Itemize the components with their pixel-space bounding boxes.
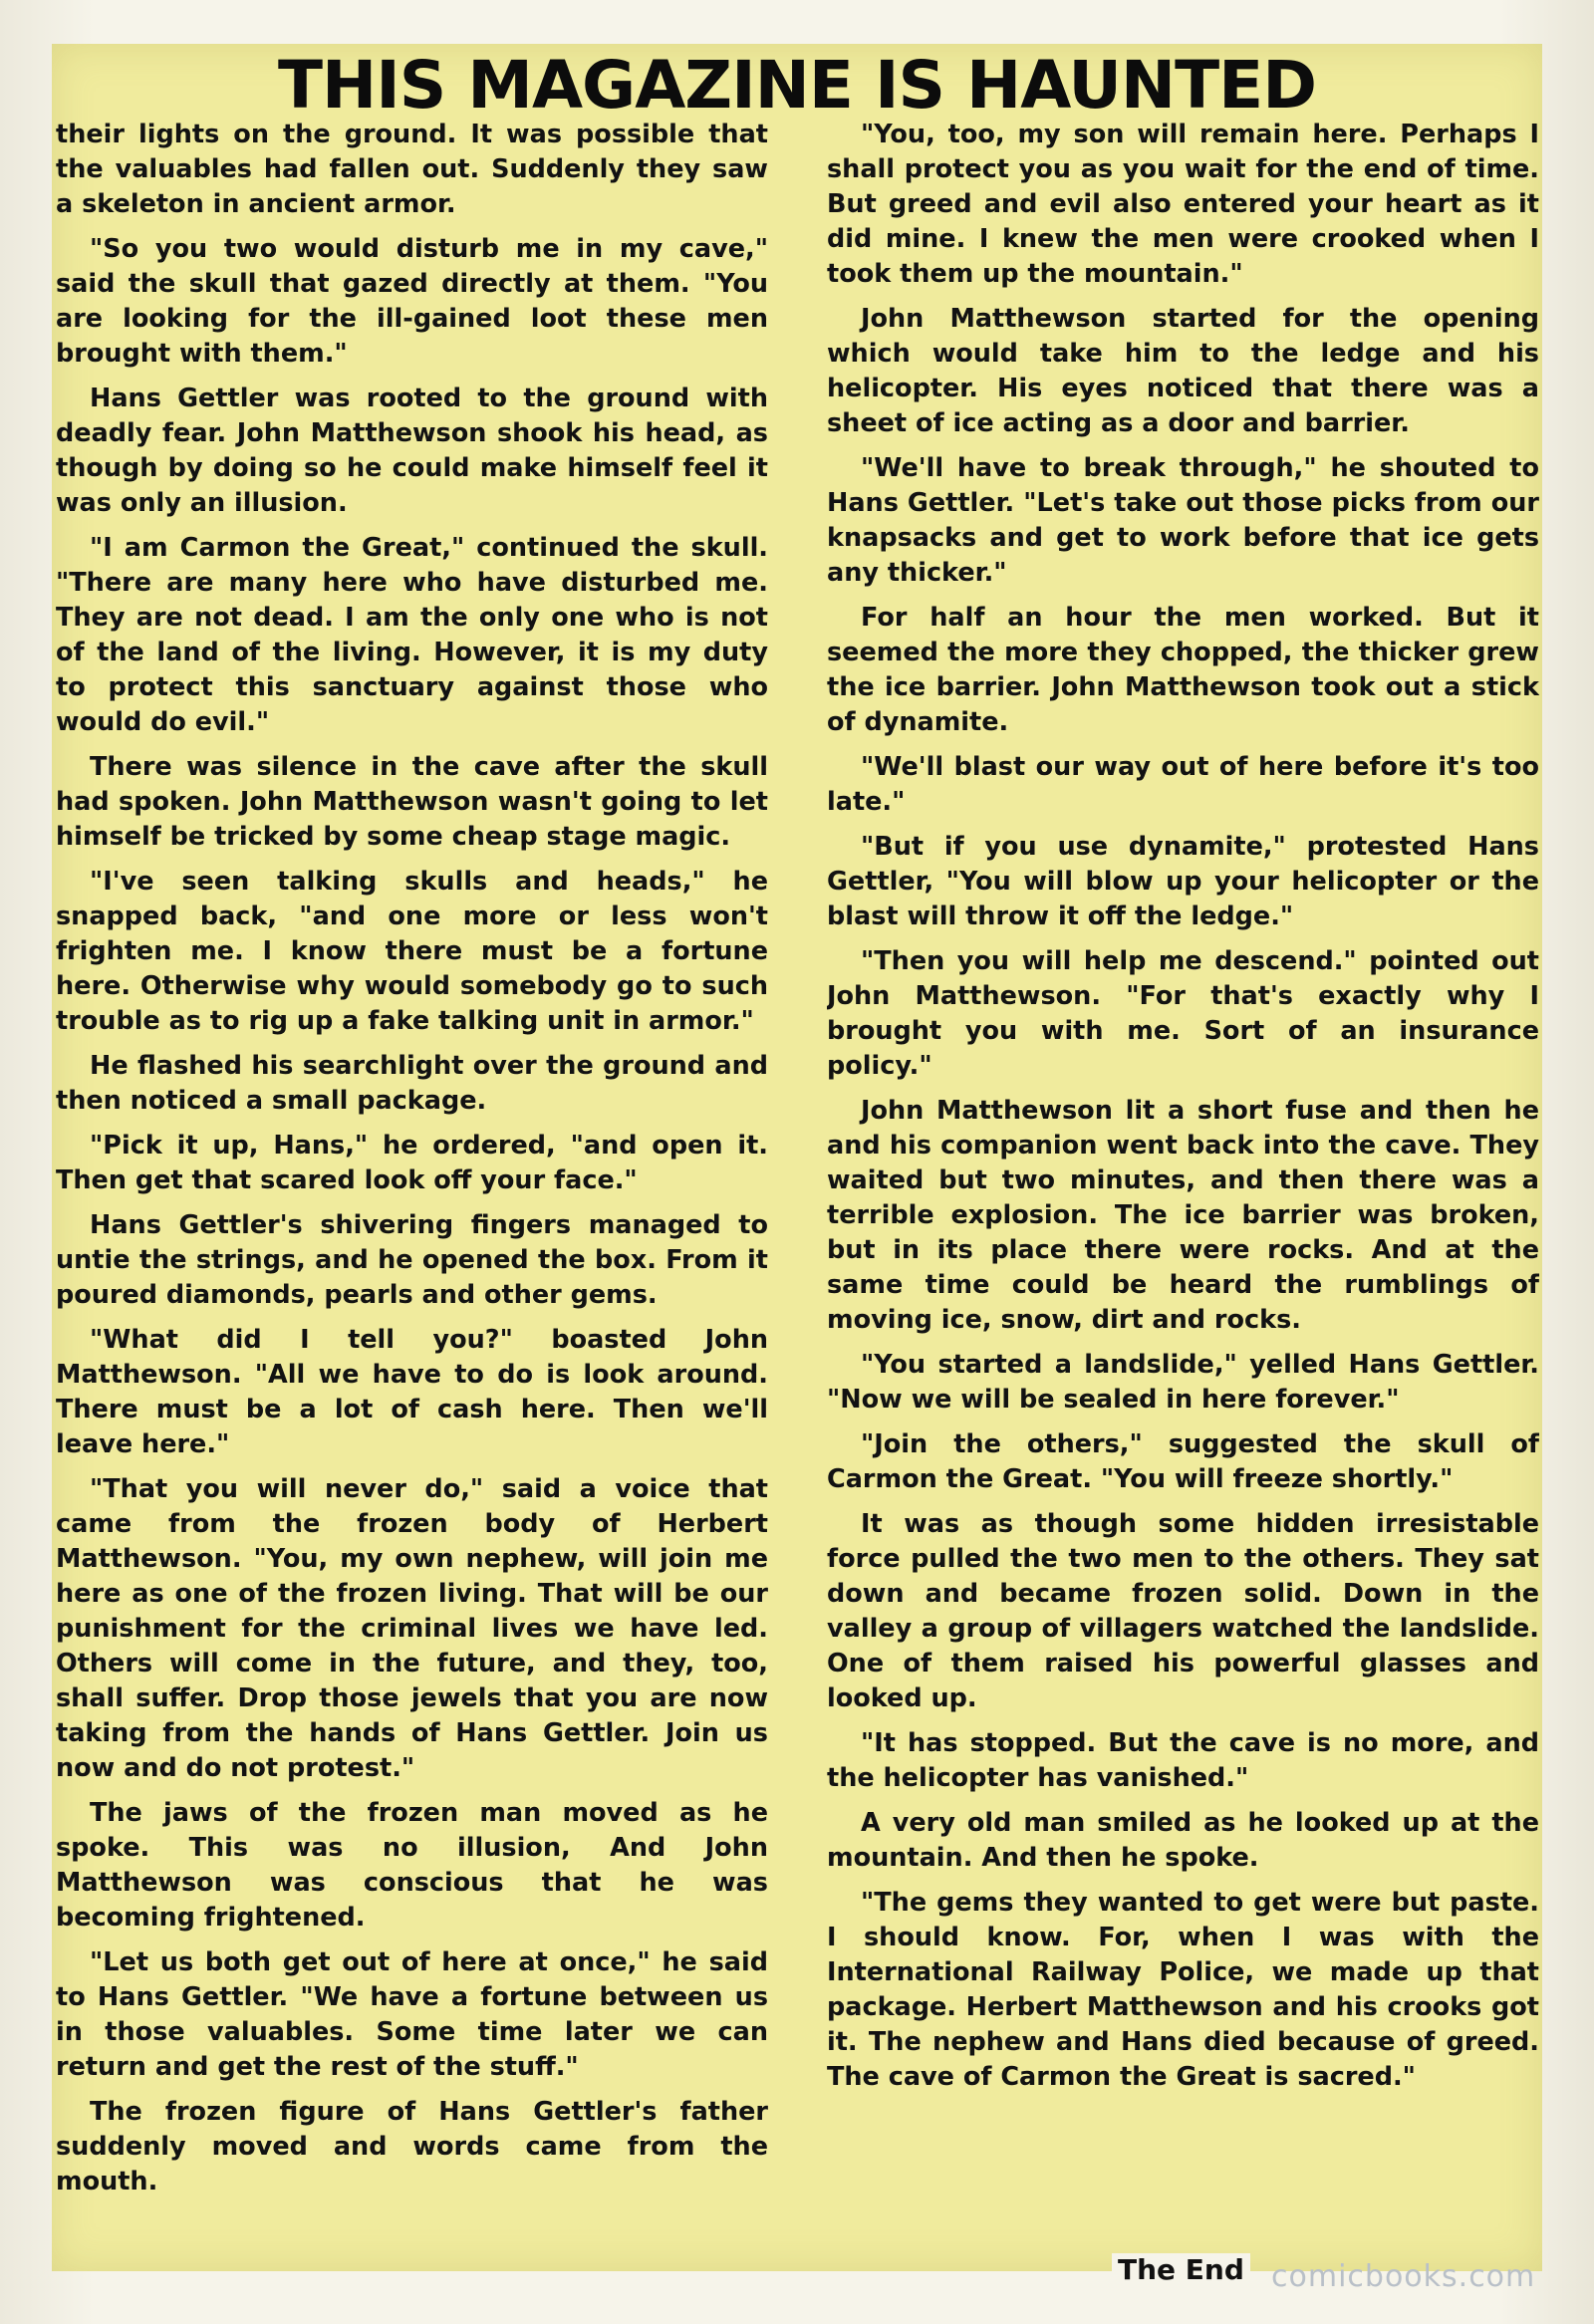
story-paragraph: John Matthewson lit a short fuse and then he and his companion went back into the cave. They waited but two minutes, and then there was a terrible explosion. The ice barrier was broken, but in its place there were rocks. And at the same time could be heard the rumblings of moving ice, snow, dirt and rocks. xyxy=(827,1096,1539,1335)
story-paragraph: A very old man smiled as he looked up at the mountain. And then he spoke. xyxy=(827,1808,1539,1873)
story-paragraph: The jaws of the frozen man moved as he spoke. This was no illusion, And John Matthewson was conscious that he was becoming frightened. xyxy=(56,1798,768,1933)
story-paragraph: It was as though some hidden irresistable force pulled the two men to the others. They sat down and became frozen solid. Down in the valley a group of villagers watched the landslide. One of them raised his powerful glasses and looked up. xyxy=(827,1509,1539,1713)
story-paragraph: For half an hour the men worked. But it seemed the more they chopped, the thicker grew the ice barrier. John Matthewson took out a stick of dynamite. xyxy=(827,603,1539,737)
story-paragraph: "So you two would disturb me in my cave," said the skull that gazed directly at them. "You are looking for the ill-gained loot these men brought with them." xyxy=(56,234,768,369)
story-paragraph: "You started a landslide," yelled Hans Gettler. "Now we will be sealed in here forever." xyxy=(827,1350,1539,1415)
story-paragraph: "What did I tell you?" boasted John Matthewson. "All we have to do is look around. There must be a lot of cash here. Then we'll leave here." xyxy=(56,1325,768,1459)
story-paragraph: "I am Carmon the Great," continued the skull. "There are many here who have disturbed me. They are not dead. I am the only one who is not of the land of the living. However, it is my duty to protect this sanctuary against those who would do evil." xyxy=(56,533,768,737)
left-text-column xyxy=(56,118,768,2279)
story-paragraph: "We'll blast our way out of here before it's too late." xyxy=(827,752,1539,817)
story-paragraph: "We'll have to break through," he shouted to Hans Gettler. "Let's take out those picks from our knapsacks and get to work before that ice gets any thicker." xyxy=(827,453,1539,588)
story-paragraph: He flashed his searchlight over the ground and then noticed a small package. xyxy=(56,1051,768,1116)
story-paragraph: "I've seen talking skulls and heads," he snapped back, "and one more or less won't frighten me. I know there must be a fortune here. Otherwise why would somebody go to such trouble as to rig up a fake talking unit in armor." xyxy=(56,867,768,1036)
right-text-column xyxy=(827,118,1539,2279)
story-paragraph: "That you will never do," said a voice that came from the frozen body of Herbert Matthewson. "You, my own nephew, will join me here as one of the frozen living. That will be our punishment for the criminal lives we have led. Others will come in the future, and they, too, shall suffer. Drop those jewels that you are now taking from the hands of Hans Gettler. Join us now and do not protest." xyxy=(56,1474,768,1783)
the-end-label: The End xyxy=(1112,2253,1250,2286)
story-paragraph: "It has stopped. But the cave is no more, and the helicopter has vanished." xyxy=(827,1728,1539,1793)
story-paragraph: "Let us both get out of here at once," he said to Hans Gettler. "We have a fortune between us in those valuables. Some time later we can return and get the rest of the stuff." xyxy=(56,1947,768,2082)
story-paragraph: their lights on the ground. It was possible that the valuables had fallen out. Suddenly they saw a skeleton in ancient armor. xyxy=(56,120,768,219)
site-watermark: comicbooks.com xyxy=(1271,2259,1536,2294)
story-paragraph: There was silence in the cave after the skull had spoken. John Matthewson wasn't going to let himself be tricked by some cheap stage magic. xyxy=(56,752,768,852)
story-paragraph: "Pick it up, Hans," he ordered, "and open it. Then get that scared look off your face." xyxy=(56,1131,768,1195)
magazine-title: THIS MAGAZINE IS HAUNTED xyxy=(277,47,1317,124)
story-paragraph: "But if you use dynamite," protested Hans Gettler, "You will blow up your helicopter or the blast will throw it off the ledge." xyxy=(827,832,1539,931)
story-paragraph: "You, too, my son will remain here. Perhaps I shall protect you as you wait for the end of time. But greed and evil also entered your heart as it did mine. I knew the men were crooked when I took them up the mountain." xyxy=(827,120,1539,289)
story-paragraph: Hans Gettler's shivering fingers managed to untie the strings, and he opened the box. From it poured diamonds, pearls and other gems. xyxy=(56,1210,768,1310)
story-paragraph: "The gems they wanted to get were but paste. I should know. For, when I was with the International Railway Police, we made up that package. Herbert Matthewson and his crooks got it. The nephew and Hans died because of greed. The cave of Carmon the Great is sacred." xyxy=(827,1888,1539,2092)
story-paragraph: "Then you will help me descend." pointed out John Matthewson. "For that's exactly why I brought you with me. Sort of an insurance policy." xyxy=(827,946,1539,1081)
story-paragraph: "Join the others," suggested the skull of Carmon the Great. "You will freeze shortly." xyxy=(827,1429,1539,1494)
story-paragraph: Hans Gettler was rooted to the ground with deadly fear. John Matthewson shook his head, as though by doing so he could make himself feel it was only an illusion. xyxy=(56,384,768,518)
story-paragraph: John Matthewson started for the opening which would take him to the ledge and his helicopter. His eyes noticed that there was a sheet of ice acting as a door and barrier. xyxy=(827,304,1539,438)
page-header xyxy=(52,46,1542,126)
story-paragraph: The frozen figure of Hans Gettler's father suddenly moved and words came from the mouth. xyxy=(56,2097,768,2196)
